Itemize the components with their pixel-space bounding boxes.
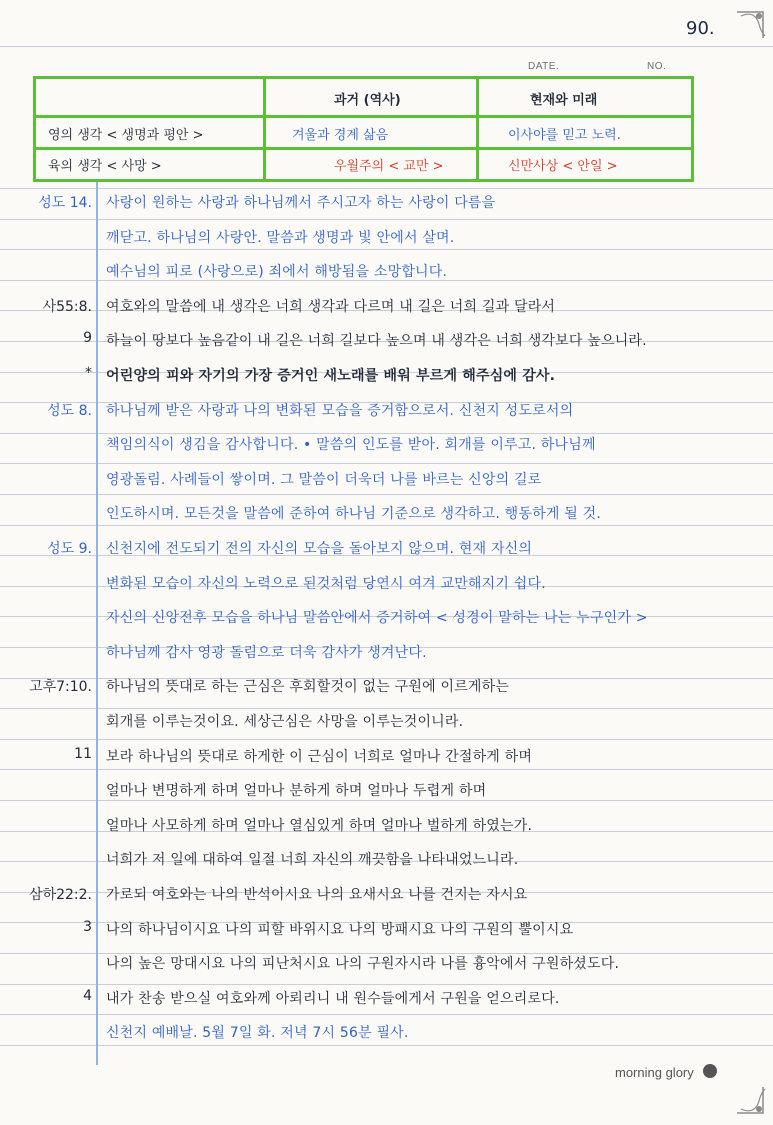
verse-reference: 11 (74, 746, 92, 762)
note-line: 하나님의 뜻대로 하는 근심은 후회할것이 없는 구원에 이르게하는 (106, 679, 510, 695)
rule-line (0, 800, 773, 801)
note-line: 신천지에 전도되기 전의 자신의 모습을 돌아보지 않으며. 현재 자신의 (106, 541, 533, 557)
note-line: 신천지 예배날. 5월 7일 화. 저녁 7시 56분 필사. (106, 1025, 409, 1041)
note-line: 보라 하나님의 뜻대로 하게한 이 근심이 너희로 얼마나 간절하게 하며 (106, 749, 533, 765)
rule-line (0, 219, 773, 220)
note-line: 어린양의 피와 자기의 가장 증거인 새노래를 배워 부르게 해주심에 감사. (106, 368, 556, 384)
verse-reference: 4 (83, 988, 92, 1004)
margin-line (96, 180, 98, 1065)
note-line: 여호와의 말씀에 내 생각은 너희 생각과 다르며 내 길은 너희 길과 달라서 (106, 299, 556, 315)
note-line: 하늘이 땅보다 높음같이 내 길은 너희 길보다 높으며 내 생각은 너희 생각보다 높으니라. (106, 333, 647, 349)
note-line: 예수님의 피로 (사랑으로) 죄에서 해방됨을 소망합니다. (106, 264, 448, 280)
note-line: 내가 찬송 받으실 여호와께 아뢰리니 내 원수들에게서 구원을 얻으리로다. (106, 991, 560, 1007)
note-line: 회개를 이루는것이요. 세상근심은 사망을 이루는것이니라. (106, 714, 464, 730)
morning-glory-logo-icon (703, 1064, 717, 1078)
verse-reference: 3 (83, 919, 92, 935)
note-line: 영광돌림. 사례들이 쌓이며. 그 말씀이 더욱더 나를 바르는 신앙의 길로 (106, 472, 542, 488)
table-header-future: 현재와 미래 (530, 93, 598, 108)
table-cell: 신만사상 < 안일 > (508, 159, 618, 174)
note-line: 너희가 저 일에 대하여 일절 너희 자신의 깨끗함을 나타내었느니라. (106, 852, 519, 868)
date-label: DATE. (528, 61, 560, 72)
verse-reference: * (85, 365, 92, 381)
verse-reference: 사55:8. (42, 299, 92, 315)
note-line: 나의 높은 망대시요 나의 피난처시요 나의 구원자시라 나를 흉악에서 구원하셨도다. (106, 956, 620, 972)
verse-reference: 성도 8. (47, 403, 92, 419)
verse-reference: 삼하22:2. (29, 887, 92, 903)
corner-ornament-icon (735, 1085, 769, 1119)
note-line: 사랑이 원하는 사랑과 하나님께서 주시고자 하는 사랑이 다름을 (106, 195, 496, 211)
verse-reference: 고후7:10. (29, 679, 92, 695)
table-row-label: 영의 생각 < 생명과 평안 > (48, 128, 204, 143)
rule-line (0, 739, 773, 740)
note-line: 책임의식이 생김을 감사합니다. • 말씀의 인도를 받아. 회개를 이루고. 하나님께 (106, 437, 596, 453)
verse-reference: 9 (83, 330, 92, 346)
note-line: 변화된 모습이 자신의 노력으로 된것처럼 당연시 여겨 교만해지기 쉽다. (106, 576, 546, 592)
rule-line (0, 769, 773, 770)
table-header-past: 과거 (역사) (334, 93, 401, 108)
rule-line (0, 188, 773, 189)
note-line: 하나님께 감사 영광 돌림으로 더욱 감사가 생겨난다. (106, 645, 427, 661)
brand-label: morning glory (615, 1065, 694, 1080)
rule-line (0, 249, 773, 250)
rule-line (0, 1014, 773, 1015)
page-number: 90. (686, 18, 715, 39)
note-line: 인도하시며. 모든것을 말씀에 준하여 하나님 기준으로 생각하고. 행동하게 될 것. (106, 506, 601, 522)
table-cell: 이사야를 믿고 노력. (508, 128, 621, 143)
table-cell: 겨울과 경계 삶음 (292, 128, 389, 143)
note-line: 가로되 여호와는 나의 반석이시요 나의 요새시요 나를 건지는 자시요 (106, 887, 528, 903)
table-row-label: 육의 생각 < 사망 > (48, 159, 162, 174)
comparison-table (33, 76, 694, 182)
no-label: NO. (647, 61, 667, 72)
rule-line (0, 525, 773, 526)
rule-line (0, 494, 773, 495)
rule-line (0, 463, 773, 464)
note-line: 얼마나 사모하게 하며 얼마나 열심있게 하며 얼마나 벌하게 하였는가. (106, 818, 533, 834)
rule-line (0, 1045, 773, 1046)
note-line: 얼마나 변명하게 하며 얼마나 분하게 하며 얼마나 두렵게 하며 (106, 783, 487, 799)
verse-reference: 성도 14. (38, 195, 92, 211)
rule-line (0, 708, 773, 709)
corner-ornament-icon (735, 6, 769, 40)
table-cell: 우월주의 < 교만 > (334, 159, 444, 174)
note-line: 깨닫고. 하나님의 사랑안. 말씀과 생명과 빛 안에서 살며. (106, 230, 455, 246)
verse-reference: 성도 9. (47, 541, 92, 557)
rule-line (0, 46, 773, 47)
rule-line (0, 984, 773, 985)
note-line: 나의 하나님이시요 나의 피할 바위시요 나의 방패시요 나의 구원의 뿔이시요 (106, 922, 574, 938)
note-line: 자신의 신앙전후 모습을 하나님 말씀안에서 증거하여 < 성경이 말하는 나는 누구인가 > (106, 610, 648, 626)
note-line: 하나님께 받은 사랑과 나의 변화된 모습을 증거함으로서. 신천지 성도로서의 (106, 403, 574, 419)
